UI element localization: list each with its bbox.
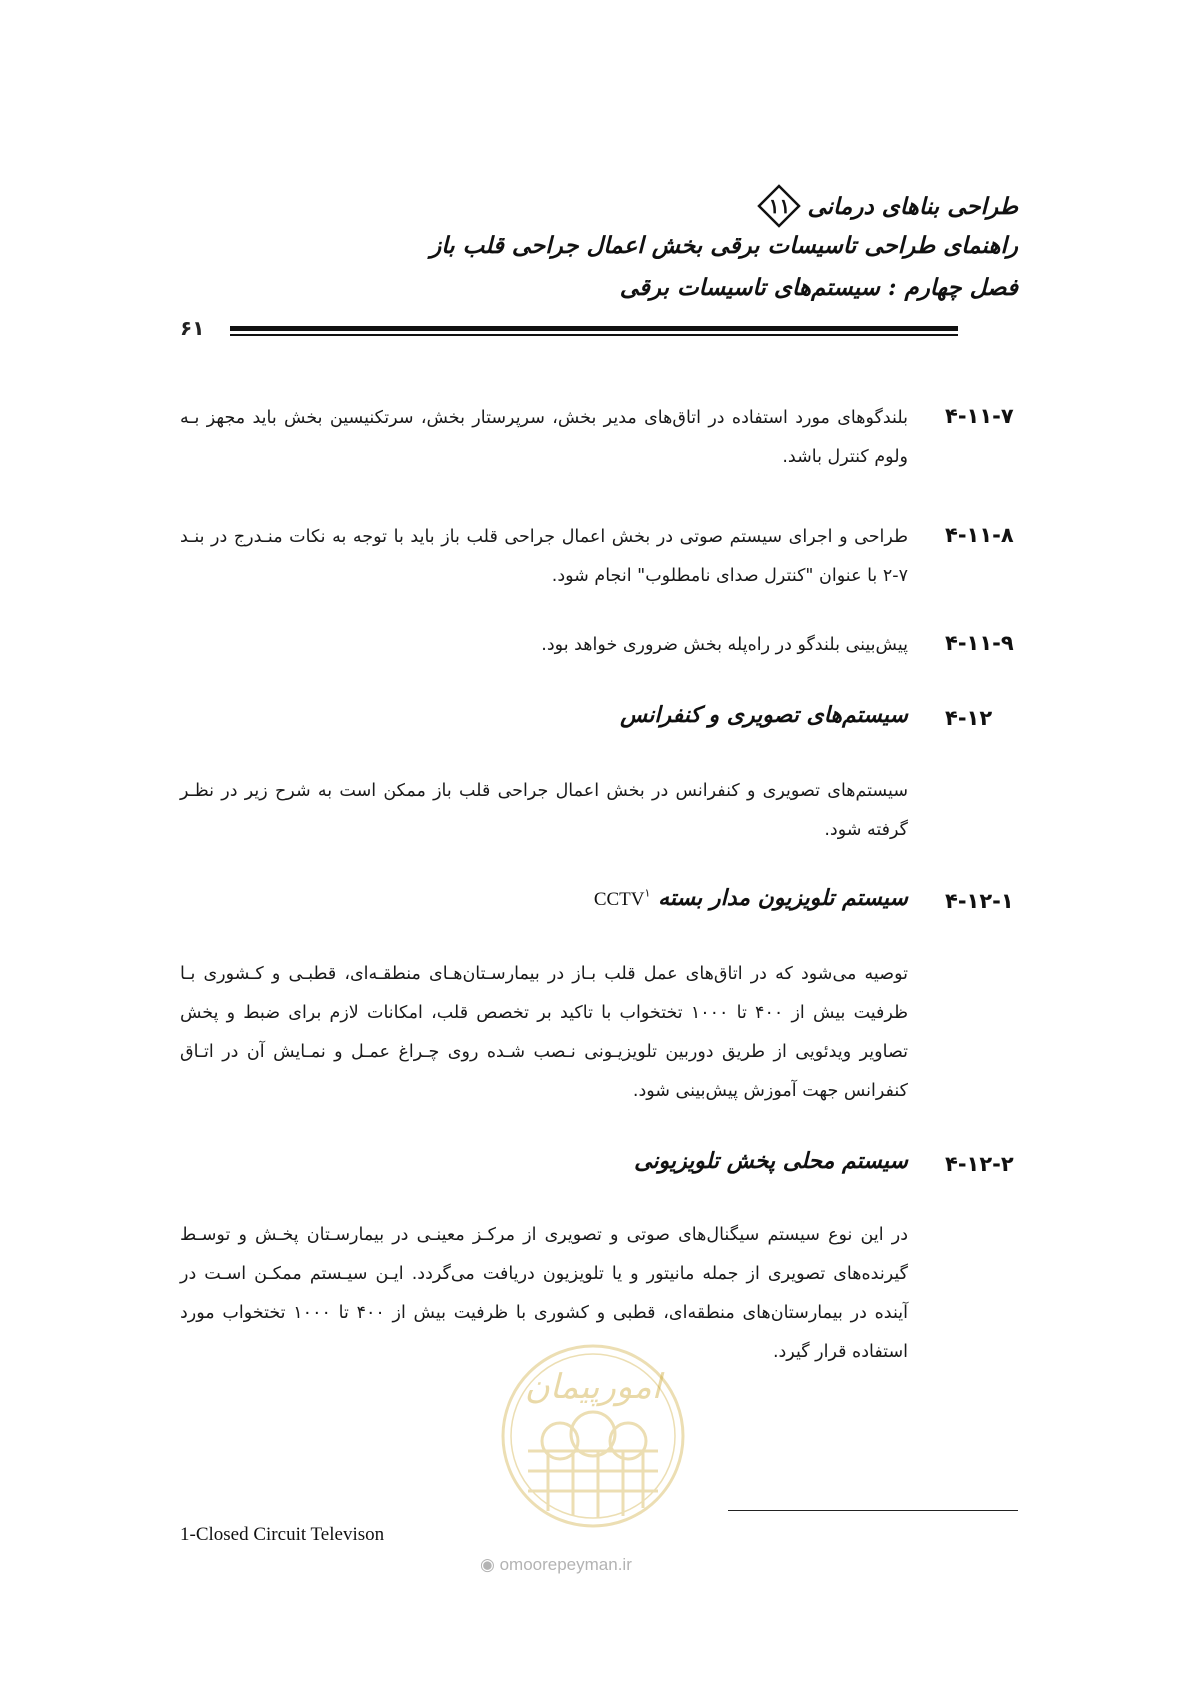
footnote-rule	[728, 1510, 1018, 1511]
item-paragraph: پیش‌بینی بلندگو در راه‌پله بخش ضروری خواهد بود.	[541, 635, 908, 655]
item-number: ۴-۱۱-۹	[945, 631, 1014, 655]
item-paragraph: طراحی و اجرای سیستم صوتی در بخش اعمال جراحی قلب باز باید با توجه به نکات منـدرج در بنـد ۷-۲ با عنوان "کنترل صدای نامطلوب" انجام شود.	[180, 527, 908, 586]
item-number: ۴-۱۱-۸	[945, 523, 1014, 547]
section-heading-title: سیستم تلویزیون مدار بسته	[658, 885, 908, 911]
section-intro: سیستم‌های تصویری و کنفرانس در بخش اعمال جراحی قلب باز ممکن است به شرح زیر در نظـر گرفته شود.	[180, 781, 908, 840]
watermark-logo-text: امورپیمان	[524, 1367, 662, 1407]
watermark-url	[480, 1555, 632, 1575]
section-heading	[594, 885, 908, 911]
header-rule-thin	[230, 334, 958, 336]
footnote-mark: ۱	[644, 886, 651, 900]
footnote: 1-Closed Circuit Televison	[180, 1524, 385, 1545]
volume-badge	[757, 184, 801, 228]
section-number: ۴-۱۲	[945, 706, 993, 730]
section-paragraph: توصیه می‌شود که در اتاق‌های عمل قلب بـاز در بیمارسـتان‌هـای منطقـه‌ای، قطبـی و کـشوری بـا ظرفیت بیش از ۴۰۰ تا ۱۰۰۰ تختخواب با تاکید بر تخصص قلب، امکانات لازم برای ضبط و پخش تصاویر ویدئویی از طریق دوربین تلویزیـونی نـصب شـده روی چـراغ عمـل و نمـایش آن در اتـاق کنفرانس جهت آموزش پیش‌بینی شود.	[180, 964, 909, 1101]
section-paragraph: در این نوع سیستم سیگنال‌های صوتی و تصویری از مرکـز معینـی در بیمارسـتان پخـش و توسـط گیرنده‌های تصویری از جمله مانیتور و یا تلویزیون دریافت می‌گردد. ایـن سیـستم ممکـن اسـت در آینده در بیمارستان‌های منطقه‌ای، قطبی و کشوری با ظرفیت بیش از ۴۰۰ تا ۱۰۰۰ تختخواب مورد استفاده قرار گیرد.	[180, 1225, 908, 1362]
page-number: ۶۱	[180, 316, 205, 340]
section-number: ۴-۱۲-۱	[945, 889, 1014, 913]
header-rule-thick	[230, 326, 958, 331]
header-series-title: طراحی بناهای درمانی	[807, 192, 1018, 220]
header-line-1	[757, 184, 1018, 228]
header-line-2: راهنمای طراحی تاسیسات برقی بخش اعمال جراحی قلب باز	[430, 232, 1018, 259]
watermark-globe-icon: ◉	[480, 1555, 495, 1574]
section-number: ۴-۱۲-۲	[945, 1152, 1014, 1176]
item-paragraph: بلندگوهای مورد استفاده در اتاق‌های مدیر بخش، سرپرستار بخش، سرتکنیسین بخش باید مجهز بـه ولوم کنترل باشد.	[180, 408, 908, 467]
header-line-3: فصل چهارم : سیستم‌های تاسیسات برقی	[619, 274, 1018, 301]
volume-number: ۱۱	[768, 194, 791, 218]
section-heading-latin: CCTV	[593, 889, 645, 910]
item-number: ۴-۱۱-۷	[945, 404, 1014, 428]
section-heading: سیستم‌های تصویری و کنفرانس	[620, 702, 908, 728]
section-heading: سیستم محلی پخش تلویزیونی	[634, 1148, 908, 1174]
watermark-logo	[488, 1336, 698, 1536]
watermark-url-text: omoorepeyman.ir	[499, 1555, 632, 1574]
